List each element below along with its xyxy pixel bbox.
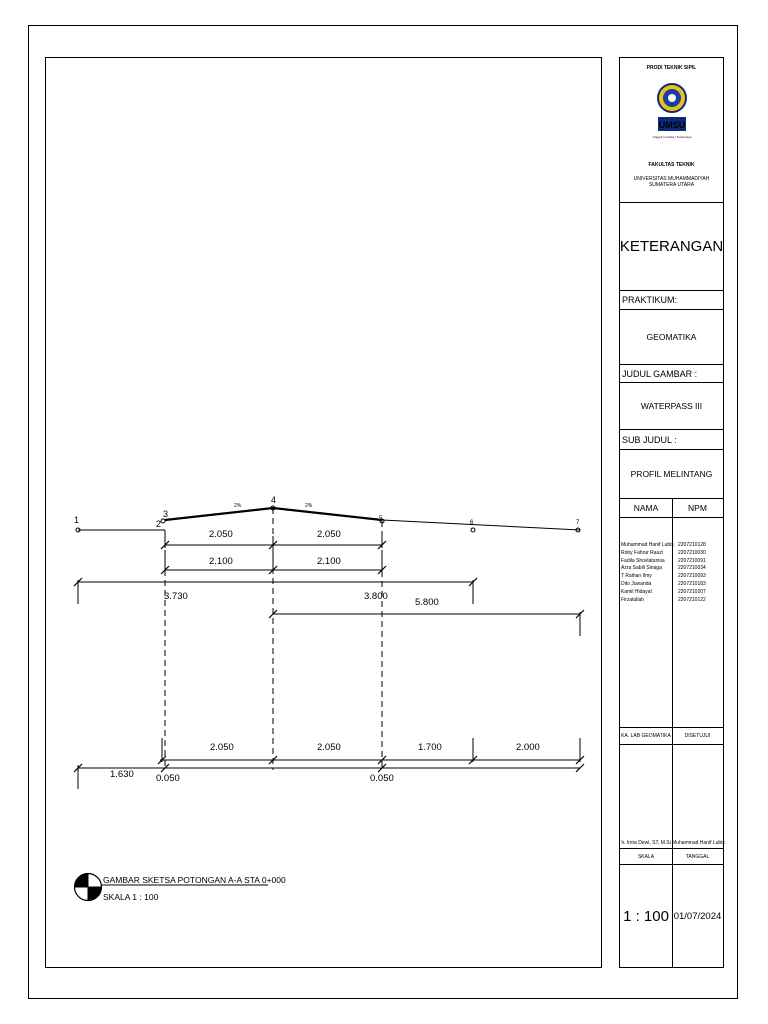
skala-label: SKALA	[637, 853, 655, 860]
dim-text: 2.050	[317, 742, 341, 753]
point-marker	[471, 528, 475, 532]
member-npm: 2207210183	[678, 580, 706, 587]
ka-lab-signature-name: Ir. Irma Dewi, ST, M.Si	[621, 840, 671, 846]
npm-header: NPM	[688, 503, 707, 513]
point-label: 5	[379, 516, 383, 522]
tanggal-label: TANGGAL	[685, 853, 710, 860]
member-npm: 2207210034	[678, 565, 706, 572]
dim-text: 0.050	[156, 773, 180, 784]
point-label: 6	[470, 520, 474, 526]
point-label: 7	[576, 520, 580, 526]
member-name: Roby Fahrur Rauzi	[621, 549, 663, 556]
praktikum-label: PRAKTIKUM:	[620, 291, 723, 310]
member-name: Kamil Hidayat	[621, 588, 652, 595]
universitas-label: UNIVERSITAS MUHAMMADIYAH SUMATERA UTARA	[633, 176, 710, 188]
dim-text: 3.730	[164, 591, 188, 602]
member-npm: 2207210091	[678, 557, 706, 564]
dim-text: 3.800	[364, 591, 388, 602]
skala-value: 1 : 100	[623, 907, 669, 925]
umsu-logo	[652, 76, 692, 156]
disetujui-label: DISETUJUI	[684, 733, 711, 739]
judul-gambar-label: JUDUL GAMBAR :	[620, 365, 723, 383]
dim-text: 2.000	[516, 742, 540, 753]
dim-text: 1.630	[110, 769, 134, 780]
member-name: Firzatullah	[621, 596, 645, 603]
disetujui-signature-name: Muhammad Hanif Lubis	[672, 840, 725, 846]
dim-text: 2.050	[210, 742, 234, 753]
title-block-header	[620, 58, 723, 203]
member-name: Muhammad Hanif Lubis	[621, 542, 674, 548]
sub-judul-label: SUB JUDUL :	[620, 430, 723, 450]
prodi-label: PRODI TEKNIK SIPIL	[646, 65, 697, 71]
drawing-scale: SKALA 1 : 100	[103, 892, 159, 902]
member-npm: 2207210128	[678, 542, 706, 548]
title-block	[619, 57, 724, 968]
dim-text: 0.050	[370, 773, 394, 784]
nama-header: NAMA	[633, 503, 659, 513]
drawing-title: GAMBAR SKETSA POTONGAN A-A STA 0+000	[103, 875, 286, 885]
member-npm: 2207210093	[678, 573, 706, 580]
point-marker	[161, 519, 165, 523]
member-name: Fadila Shovlatunisa	[621, 557, 665, 564]
section-symbol	[75, 874, 102, 901]
dim-text: 2.050	[317, 529, 341, 540]
dim-text: 5.800	[415, 597, 439, 608]
point-label: 1	[74, 515, 80, 525]
member-name: Dito Juwanda	[621, 580, 652, 587]
profile-line-right	[382, 520, 580, 530]
sub-judul-value: PROFIL MELINTANG	[620, 450, 723, 499]
member-name: Azra Sabili Sinaga	[621, 565, 662, 572]
svg-text:Unggul | Cerdas | Terpercaya: Unggul | Cerdas | Terpercaya	[652, 135, 692, 139]
tanggal-value: 01/07/2024	[673, 910, 722, 922]
dim-text: 2.050	[209, 529, 233, 540]
judul-gambar-value: WATERPASS III	[620, 383, 723, 430]
team-list	[620, 518, 723, 728]
dim-text: 1.700	[418, 742, 442, 753]
dim-text: 2.100	[209, 556, 233, 567]
ka-lab-label: KA. LAB GEOMATIKA	[621, 733, 671, 739]
svg-text:UMSU: UMSU	[658, 120, 686, 130]
point-label: 3	[163, 509, 169, 519]
member-npm: 2207210207	[678, 588, 706, 595]
fakultas-label: FAKULTAS TEKNIK	[648, 162, 695, 168]
slope-label-right: 2%	[305, 503, 313, 509]
point-label: 4	[271, 495, 277, 505]
point-label: 2	[156, 519, 162, 529]
slope-label-left: 2%	[234, 503, 242, 509]
praktikum-value: GEOMATIKA	[620, 310, 723, 365]
member-npm: 2207210030	[678, 549, 706, 556]
dim-text: 2.100	[317, 556, 341, 567]
member-name: T Raihan Ilmy	[621, 573, 652, 580]
member-npm: 2207210122	[678, 596, 706, 603]
keterangan-heading: KETERANGAN	[620, 203, 723, 291]
